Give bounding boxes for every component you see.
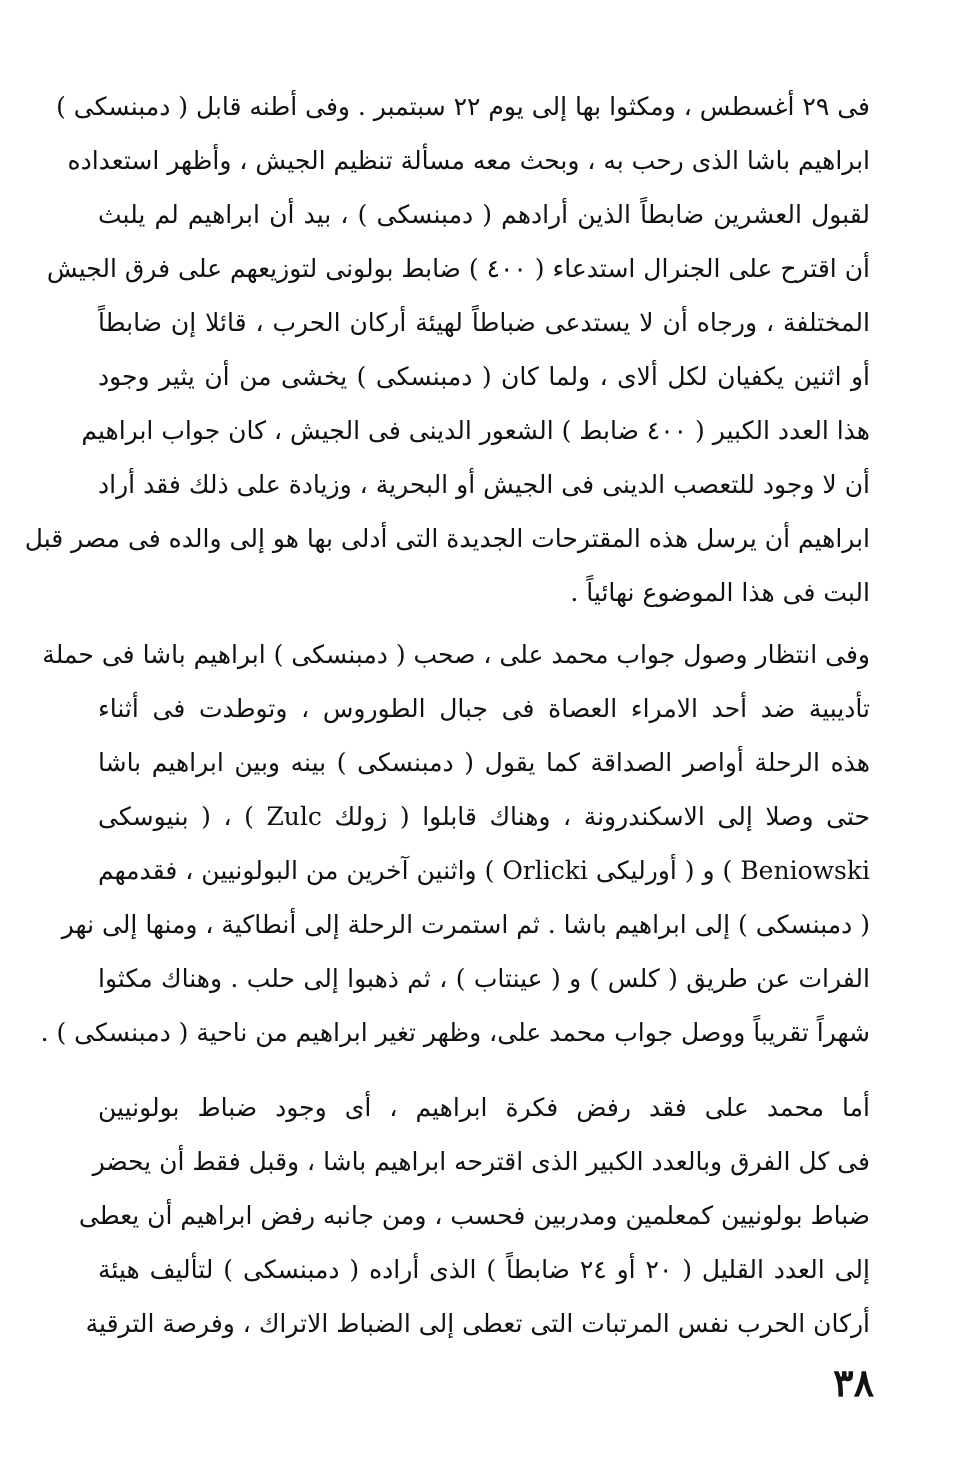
text-line: الفرات عن طريق ( كلس ) و ( عينتاب ) ، ثم ذهبوا إلى حلب . وهناك مكثوا xyxy=(98,964,870,993)
text-line: فى ٢٩ أغسطس ، ومكثوا بها إلى يوم ٢٢ سبتمبر . وفى أطنه قابل ( دمبنسكى ) xyxy=(56,92,870,121)
paragraph-1 xyxy=(24,80,870,620)
text-line: أن لا وجود للتعصب الدينى فى الجيش أو البحرية ، وزيادة على ذلك فقد أراد xyxy=(98,470,870,499)
text-line: أركان الحرب نفس المرتبات التى تعطى إلى الضباط الاتراك ، وفرصة الترقية xyxy=(85,1309,870,1338)
text-line: ( دمبنسكى ) إلى ابراهيم باشا . ثم استمرت الرحلة إلى أنطاكية ، ومنها إلى نهر xyxy=(61,910,870,939)
text-line: فى كل الفرق وبالعدد الكبير الذى اقترحه ابراهيم باشا ، وقبل فقط أن يحضر xyxy=(92,1147,870,1176)
text-line: شهراً تقريباً ووصل جواب محمد على، وظهر تغير ابراهيم من ناحية ( دمبنسكى ) . xyxy=(40,1018,870,1047)
text-line: إلى العدد القليل ( ٢٠ أو ٢٤ ضابطاً ) الذى أراده ( دمبنسكى ) لتأليف هيئة xyxy=(98,1255,870,1284)
text-line: أما محمد على فقد رفض فكرة ابراهيم ، أى وجود ضباط بولونيين xyxy=(98,1093,870,1122)
text-line: المختلفة ، ورجاه أن لا يستدعى ضباطاً لهيئة أركان الحرب ، قائلا إن ضابطاً xyxy=(98,308,870,337)
paragraph-3 xyxy=(78,1081,870,1351)
text-line: وفى انتظار وصول جواب محمد على ، صحب ( دمبنسكى ) ابراهيم باشا فى حملة xyxy=(42,640,870,669)
paragraph-2 xyxy=(40,628,870,1060)
text-line: أو اثنين يكفيان لكل ألاى ، ولما كان ( دمبنسكى ) يخشى من أن يثير وجود xyxy=(98,362,870,391)
text-line: هذا العدد الكبير ( ٤٠٠ ضابط ) الشعور الدينى فى الجيش ، كان جواب ابراهيم xyxy=(81,416,870,445)
text-line: أن اقترح على الجنرال استدعاء ( ٤٠٠ ) ضابط بولونى لتوزيعهم على فرق الجيش xyxy=(46,254,870,283)
text-line: هذه الرحلة أواصر الصداقة كما يقول ( دمبنسكى ) بينه وبين ابراهيم باشا xyxy=(98,748,870,777)
text-line: ضباط بولونيين كمعلمين ومدربين فحسب ، ومن جانبه رفض ابراهيم أن يعطى xyxy=(78,1201,870,1230)
page-number: ٣٨ xyxy=(833,1360,874,1405)
text-line: ابراهيم باشا الذى رحب به ، وبحث معه مسألة تنظيم الجيش ، وأظهر استعداده xyxy=(67,146,870,175)
text-line: ابراهيم أن يرسل هذه المقترحات الجديدة التى أدلى بها هو إلى والده فى مصر قبل xyxy=(24,524,870,553)
text-line: البت فى هذا الموضوع نهائياً . xyxy=(570,578,870,607)
text-line: Beniowski ) و ( أورليكى Orlicki ) واثنين آخرين من البولونيين ، فقدمهم xyxy=(98,856,870,885)
text-line: حتى وصلا إلى الاسكندرونة ، وهناك قابلوا ( زولك Zulc ) ، ( بنيوسكى xyxy=(98,802,870,831)
text-line: لقبول العشرين ضابطاً الذين أرادهم ( دمبنسكى ) ، بيد أن ابراهيم لم يلبث xyxy=(98,200,870,229)
text-line: تأديبية ضد أحد الامراء العصاة فى جبال الطوروس ، وتوطدت فى أثناء xyxy=(98,694,870,723)
